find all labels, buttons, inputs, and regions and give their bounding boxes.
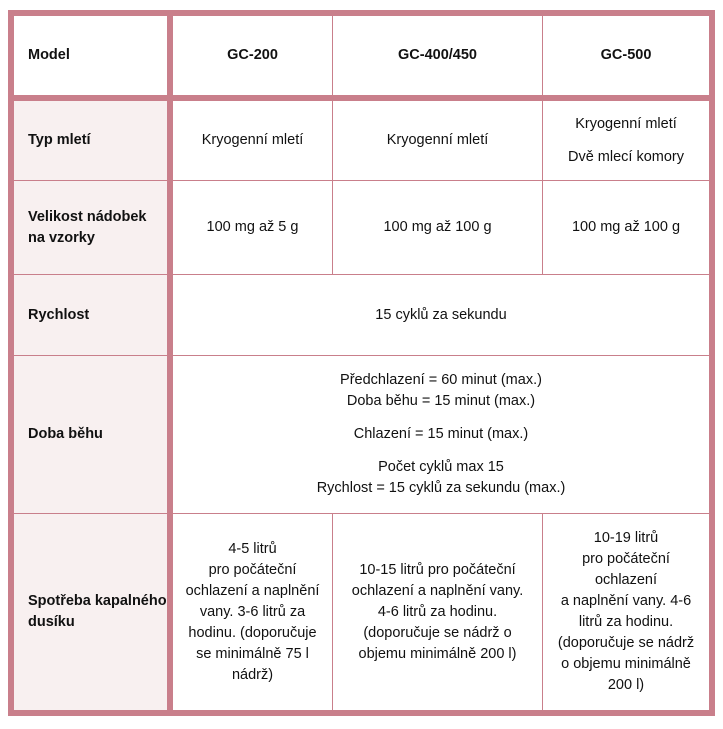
velikost-label-line2: na vzorky [28, 229, 95, 246]
doba-line3: Chlazení = 15 minut (max.) [353, 426, 529, 442]
spotreba-gc200 [173, 514, 332, 710]
doba-line1: Předchlazení = 60 minut (max.) [340, 372, 542, 388]
typ-label: Typ mletí [28, 132, 91, 148]
typ-gc500-line2: Dvě mlecí komory [567, 148, 685, 165]
spotreba-gc200-line: nádrž) [231, 666, 274, 683]
header-col-gc400 [333, 16, 542, 95]
spotreba-gc500 [543, 514, 709, 710]
rychlost-label: Rychlost [28, 306, 90, 323]
typ-gc500-line1: Kryogenní mletí [575, 115, 677, 132]
spotreba-gc400-line: ochlazení a naplnění vany. [351, 582, 524, 599]
spotreba-gc200-line: ochlazení a naplnění [185, 582, 320, 599]
velikost-gc400-value: 100 mg až 100 g [383, 219, 492, 235]
spotreba-gc500-line: 200 l) [607, 677, 645, 693]
velikost-gc200 [173, 181, 332, 274]
header-model [14, 16, 167, 95]
spotreba-gc400-line: (doporučuje se nádrž o [363, 624, 512, 641]
header-gc200-label: GC-200 [227, 47, 278, 63]
velikost-gc500-value: 100 mg až 100 g [571, 219, 681, 235]
velikost-gc200-value: 100 mg až 5 g [206, 219, 299, 235]
spotreba-gc400-line: 10-15 litrů pro počáteční [359, 561, 516, 578]
spotreba-gc500-line: litrů za hodinu. [578, 614, 674, 630]
row-label-rychlost [14, 275, 167, 355]
header-col-gc200 [173, 16, 332, 95]
velikost-label-line1: Velikost nádobek [28, 208, 147, 225]
spotreba-gc200-line: 4-5 litrů [228, 540, 277, 557]
typ-gc200-value: Kryogenní mletí [201, 132, 304, 148]
spotreba-gc400 [333, 514, 542, 710]
spotreba-gc500-line: (doporučuje se nádrž [557, 635, 695, 651]
velikost-gc400 [333, 181, 542, 274]
spotreba-gc200-line: vany. 3-6 litrů za [199, 603, 306, 620]
row-label-doba [14, 356, 167, 513]
header-col-gc500 [543, 16, 709, 95]
spotreba-gc200-line: se minimálně 75 l [196, 645, 309, 662]
row-label-typ [14, 101, 167, 180]
header-gc400-label: GC-400/450 [398, 47, 477, 63]
header-gc500-label: GC-500 [600, 47, 652, 63]
spotreba-gc200-line: hodinu. (doporučuje [188, 624, 317, 641]
doba-value-cell [173, 356, 709, 513]
spotreba-label-line1: Spotřeba kapalného [28, 593, 167, 609]
velikost-gc500 [543, 181, 709, 274]
spotreba-gc400-line: objemu minimálně 200 l) [358, 645, 517, 662]
row-label-velikost [14, 181, 167, 274]
typ-gc400 [333, 101, 542, 180]
typ-gc500 [543, 101, 709, 180]
row-label-spotreba [14, 514, 167, 710]
spotreba-label-line2: dusíku [28, 614, 75, 630]
spotreba-gc500-line: ochlazení [594, 572, 658, 588]
spotreba-gc500-line: 10-19 litrů [593, 530, 659, 546]
typ-gc400-value: Kryogenní mletí [386, 132, 489, 148]
rychlost-value-cell [173, 275, 709, 355]
doba-line5: Rychlost = 15 cyklů za sekundu (max.) [316, 480, 566, 496]
doba-label: Doba běhu [28, 426, 103, 442]
doba-line4: Počet cyklů max 15 [378, 459, 504, 475]
spotreba-gc400-line: 4-6 litrů za hodinu. [377, 603, 498, 620]
doba-line2: Doba běhu = 15 minut (max.) [346, 393, 536, 409]
header-model-label: Model [28, 47, 70, 63]
rychlost-value: 15 cyklů za sekundu [375, 306, 507, 323]
spotreba-gc500-line: a naplnění vany. 4-6 [560, 593, 692, 609]
spotreba-gc500-line: pro počáteční [582, 551, 670, 567]
typ-gc200 [173, 101, 332, 180]
spotreba-gc200-line: pro počáteční [208, 561, 297, 578]
spotreba-gc500-line: o objemu minimálně [561, 656, 691, 672]
